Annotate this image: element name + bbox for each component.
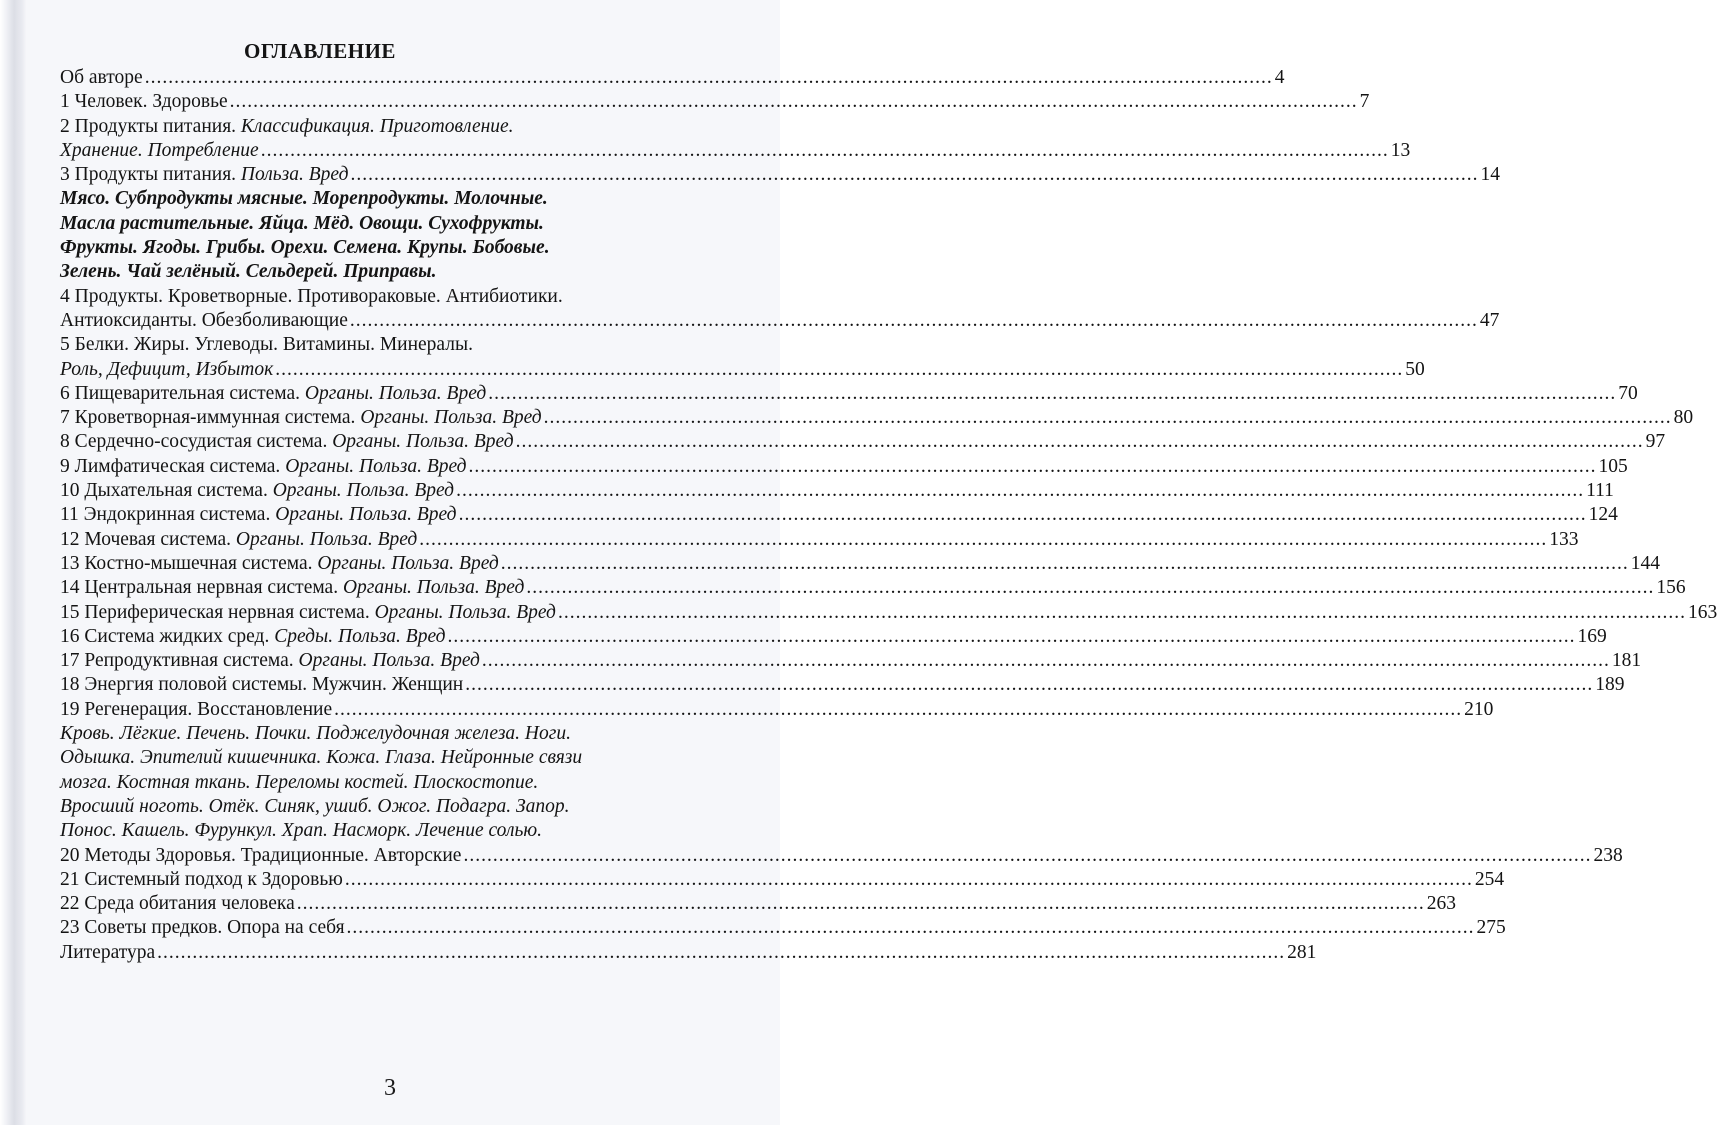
toc-entry-title	[60, 382, 486, 406]
dot-leader	[297, 892, 1425, 916]
toc-entry-main: 21 Системный подход к Здоровью	[60, 868, 343, 890]
toc-page-number: 7	[1359, 91, 1370, 113]
toc-entry-subtitle: Органы. Польза. Вред	[235, 528, 418, 550]
toc-entry-main: 5 Белки. Жиры. Углеводы. Витамины. Минералы.	[60, 334, 473, 356]
toc-subtopics-line: Кровь. Лёгкие. Печень. Почки. Поджелудочная железа. Ноги.	[60, 723, 571, 745]
toc-subtopics-line: Фрукты. Ягоды. Грибы. Орехи. Семена. Крупы. Бобовые.	[60, 237, 550, 259]
toc-entry-title	[60, 552, 499, 576]
toc-page-number: 47	[1479, 309, 1500, 331]
toc-page-number: 50	[1405, 358, 1425, 380]
toc-entry-title	[60, 334, 473, 355]
page-number: 3	[384, 1075, 396, 1101]
toc-entry-subtitle: Органы. Польза. Вред	[304, 382, 487, 404]
toc-entry-subtitle: Роль, Дефицит, Избыток	[60, 358, 274, 380]
toc-entry-subtitle: Органы. Польза. Вред	[342, 577, 525, 599]
toc-entry	[60, 576, 1686, 600]
toc-entries	[60, 66, 1717, 965]
toc-entry-title	[60, 503, 457, 527]
toc-page-number: 263	[1426, 893, 1456, 915]
toc-entry-title	[60, 90, 228, 114]
toc-entry-title	[60, 868, 343, 892]
toc-entry	[60, 455, 1628, 479]
toc-entry-title	[60, 309, 348, 333]
toc-entry-main: Антиоксиданты. Обезболивающие	[60, 309, 348, 331]
toc-entry	[60, 698, 1494, 722]
toc-page-number: 254	[1474, 868, 1505, 890]
toc-entry-main: 6 Пищеварительная система.	[60, 382, 305, 404]
toc-entry-main: 10 Дыхательная система.	[60, 480, 273, 502]
dot-leader	[488, 382, 1616, 406]
toc-entry-title	[60, 673, 463, 697]
toc-subtopics-line: Зелень. Чай зелёный. Сельдерей. Приправы.	[60, 261, 437, 283]
toc-entry-subtitle: Органы. Польза. Вред	[275, 504, 457, 526]
toc-page-number: 13	[1390, 139, 1411, 161]
toc-page-number: 80	[1673, 407, 1694, 429]
toc-entry-main: 19 Регенерация. Восстановление	[60, 698, 333, 720]
toc-entry-title	[60, 406, 542, 430]
dot-leader	[465, 673, 1593, 697]
toc-page-number: 156	[1656, 577, 1686, 599]
toc-subtopics-line: Мясо. Субпродукты мясные. Морепродукты. Молочные.	[60, 188, 548, 210]
toc-page-number: 14	[1480, 164, 1500, 186]
toc-entry-main: Литература	[60, 941, 156, 963]
toc-page-number: 105	[1598, 455, 1628, 477]
toc-entry-title	[60, 66, 143, 90]
toc-page-number: 210	[1464, 698, 1494, 720]
toc-subtopics-line: мозга. Костная ткань. Переломы костей. Плоскостопие.	[60, 771, 539, 793]
toc-entry	[60, 430, 1666, 454]
toc-entry	[60, 528, 1579, 552]
toc-entry-main: 15 Периферическая нервная система.	[60, 601, 375, 623]
toc-entry	[60, 139, 1411, 163]
toc-entry	[60, 868, 1505, 892]
dot-leader	[558, 601, 1686, 625]
toc-entry	[60, 625, 1607, 649]
toc-page-number: 4	[1274, 67, 1285, 88]
toc-page-number: 124	[1588, 504, 1618, 526]
toc-entry-main: 23 Советы предков. Опора на себя	[60, 917, 345, 939]
dot-leader	[544, 406, 1672, 430]
toc-entry	[60, 916, 1506, 940]
toc-entry	[60, 552, 1661, 576]
toc-page-number: 144	[1630, 552, 1661, 574]
toc-entry-subtitle: Органы. Польза. Вред	[332, 431, 514, 453]
toc-entry-subtitle: Органы. Польза. Вред	[374, 601, 556, 623]
toc-entry-title	[60, 601, 556, 625]
book-spine-shadow	[0, 0, 26, 1125]
toc-entry-subtitle: Классификация. Приготовление.	[240, 115, 514, 137]
toc-page-number: 133	[1549, 528, 1579, 550]
dot-leader	[448, 625, 1576, 649]
toc-entry-title	[60, 528, 417, 552]
toc-entry-main: 4 Продукты. Кроветворные. Противораковые. Антибиотики.	[60, 285, 563, 307]
toc-page-number: 238	[1593, 844, 1623, 866]
toc-entry	[60, 406, 1694, 430]
toc-entry-title	[60, 479, 454, 503]
dot-leader	[459, 503, 1587, 527]
toc-entry-main: 7 Кроветворная-иммунная система.	[60, 407, 361, 429]
toc-page-number: 111	[1586, 480, 1614, 502]
toc-entry-title	[60, 698, 332, 722]
toc-entry-main: 14 Центральная нервная система.	[60, 577, 343, 599]
dot-leader	[157, 941, 1285, 965]
dot-leader	[469, 455, 1597, 479]
toc-entry	[60, 163, 1500, 187]
toc-entry-title	[60, 455, 467, 479]
toc-entry	[60, 941, 1317, 965]
dot-leader	[456, 479, 1584, 503]
toc-entry	[60, 66, 1285, 90]
toc-page-number: 189	[1595, 674, 1625, 696]
toc-entry-subtitle: Среды. Польза. Вред	[274, 625, 446, 647]
toc-entry-subtitle: Органы. Польза. Вред	[272, 480, 455, 502]
toc-page-number: 181	[1611, 650, 1642, 672]
dot-leader	[345, 868, 1473, 892]
toc-entry-subtitle: Хранение. Потребление	[60, 139, 259, 161]
toc-subtopics-line: Вросший ноготь. Отёк. Синяк, ушиб. Ожог. Подагра. Запор.	[60, 795, 570, 817]
toc-entry-subtitle: Органы. Польза. Вред	[285, 455, 467, 477]
toc-entry-main: 9 Лимфатическая система.	[60, 455, 286, 477]
dot-leader	[526, 576, 1654, 600]
toc-page-number: 70	[1618, 382, 1638, 404]
toc-entry-main: 22 Среда обитания человека	[60, 893, 295, 915]
toc-entry-title	[60, 286, 563, 307]
toc-entry	[60, 892, 1456, 916]
dot-leader	[482, 649, 1610, 673]
toc-entry-title	[60, 941, 155, 965]
toc-entry-main: 12 Мочевая система.	[60, 528, 236, 550]
toc-entry-subtitle: Польза. Вред	[240, 164, 349, 186]
dot-leader	[350, 163, 1478, 187]
toc-entry-title	[60, 916, 345, 940]
toc-entry-main: 16 Система жидких сред.	[60, 625, 275, 647]
toc-entry	[60, 115, 730, 139]
dot-leader	[463, 844, 1591, 868]
toc-entry-main: 20 Методы Здоровья. Традиционные. Авторские	[60, 844, 462, 866]
dot-leader	[275, 358, 1403, 382]
toc-entry	[60, 382, 1638, 406]
toc-subtopics-line: Одышка. Эпителий кишечника. Кожа. Глаза. Нейронные связи	[60, 747, 583, 769]
dot-leader	[350, 309, 1478, 333]
dot-leader	[347, 916, 1475, 940]
toc-entry-main: Об авторе	[60, 67, 143, 88]
toc-entry	[60, 358, 1425, 382]
dot-leader	[419, 528, 1547, 552]
toc-entry	[60, 285, 730, 309]
toc-entry-title	[60, 430, 514, 454]
toc-entry-main: 1 Человек. Здоровье	[60, 91, 228, 113]
toc-entry	[60, 844, 1623, 868]
toc-subtopics-line: Понос. Кашель. Фурункул. Храп. Насморк. Лечение солью.	[60, 820, 542, 842]
toc-entry-title	[60, 649, 480, 673]
toc-entry	[60, 673, 1625, 697]
toc-entry-main: 18 Энергия половой системы. Мужчин. Женщин	[60, 674, 464, 696]
toc-entry-title	[60, 163, 348, 187]
table-of-contents	[60, 36, 1717, 965]
dot-leader	[501, 552, 1629, 576]
toc-entry	[60, 649, 1642, 673]
dot-leader	[334, 698, 1462, 722]
toc-entry-main: 17 Репродуктивная система.	[60, 650, 299, 672]
toc-entry-title	[60, 892, 295, 916]
toc-entry-main: 3 Продукты питания.	[60, 164, 241, 186]
toc-subtopics-line: Масла растительные. Яйца. Мёд. Овощи. Сухофрукты.	[60, 212, 544, 234]
toc-entry-title	[60, 625, 446, 649]
toc-entry-title	[60, 116, 514, 137]
dot-leader	[145, 66, 1273, 90]
dot-leader	[230, 90, 1358, 114]
toc-entry	[60, 333, 730, 357]
dot-leader	[261, 139, 1389, 163]
toc-entry-title	[60, 358, 273, 382]
toc-page-number: 281	[1287, 941, 1317, 963]
toc-entry-main: 13 Костно-мышечная система.	[60, 552, 318, 574]
toc-entry-main: 11 Эндокринная система.	[60, 504, 276, 526]
toc-page-number: 275	[1476, 917, 1506, 939]
toc-entry-title	[60, 576, 524, 600]
toc-title: ОГЛАВЛЕНИЕ	[244, 39, 396, 63]
toc-page-number: 169	[1577, 625, 1607, 647]
toc-entry-subtitle: Органы. Польза. Вред	[298, 650, 480, 672]
toc-entry-main: 8 Сердечно-сосудистая система.	[60, 431, 333, 453]
toc-entry-main: 2 Продукты питания.	[60, 115, 241, 137]
dot-leader	[516, 430, 1644, 454]
toc-entry-subtitle: Органы. Польза. Вред	[360, 407, 542, 429]
toc-entry	[60, 601, 1717, 625]
toc-entry-title	[60, 139, 259, 163]
toc-entry-subtitle: Органы. Польза. Вред	[317, 552, 499, 574]
toc-page-number: 97	[1645, 431, 1666, 453]
toc-entry-title	[60, 844, 461, 868]
toc-page-number: 163	[1687, 601, 1717, 623]
toc-entry	[60, 309, 1500, 333]
toc-entry	[60, 503, 1618, 527]
toc-entry	[60, 479, 1614, 503]
toc-entry	[60, 90, 1370, 114]
